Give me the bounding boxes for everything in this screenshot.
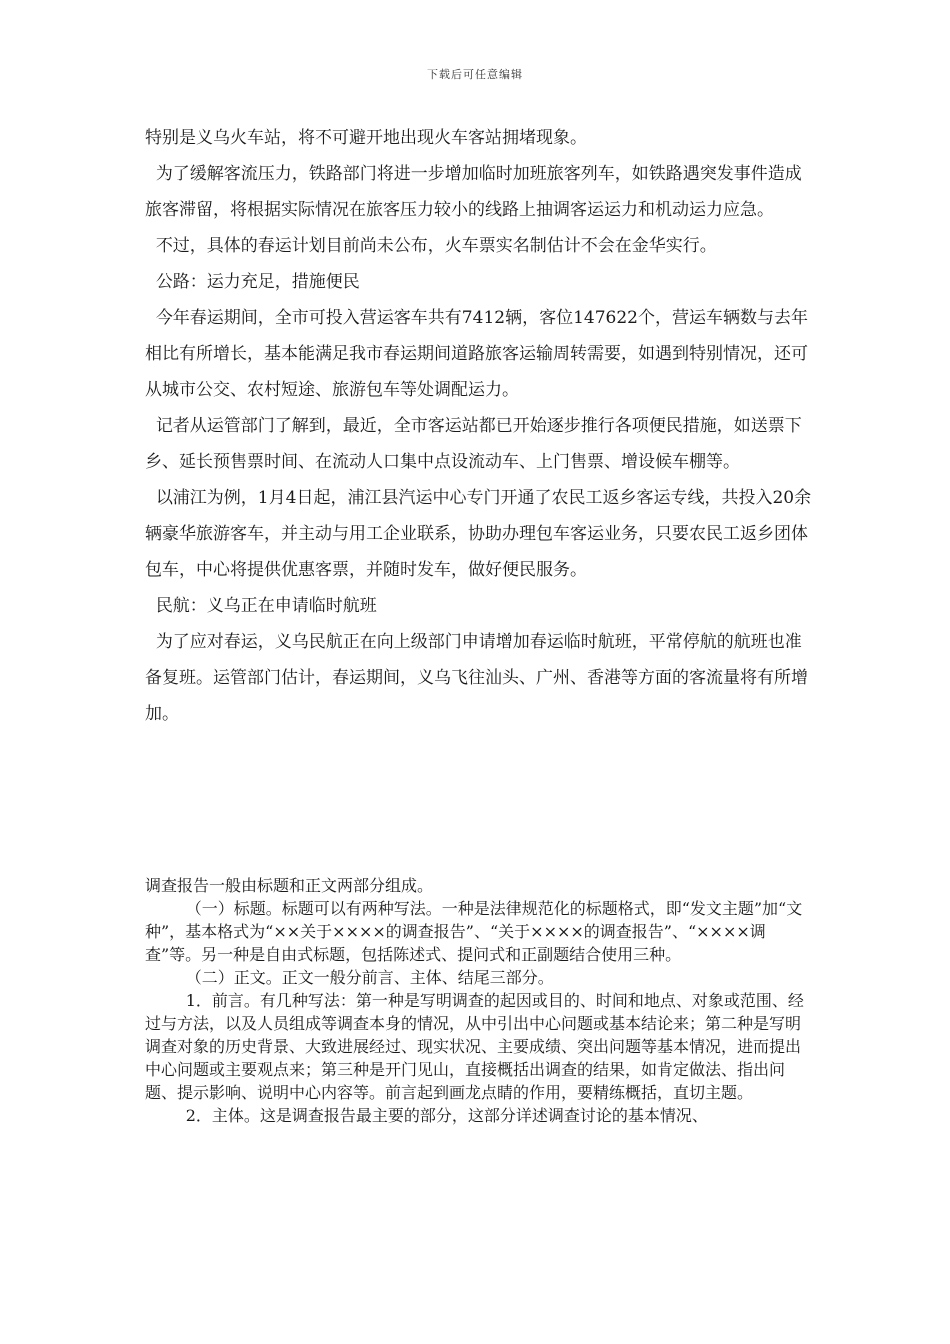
article-subheading-highway: 公路：运力充足，措施便民: [145, 272, 360, 292]
article-subheading-aviation: 民航：义乌正在申请临时航班: [145, 596, 377, 616]
article-paragraph: 为了应对春运，义乌民航正在向上级部门申请增加春运临时航班，平常停航的航班也准备复班。运管部门估计，春运期间，义乌飞往汕头、广州、香港等方面的客流量将有所增加。: [145, 632, 808, 724]
article-paragraph: 以浦江为例，1月4日起，浦江县汽运中心专门开通了农民工返乡客运专线，共投入20余辆豪华旅游客车，并主动与用工企业联系，协助办理包车客运业务，只要农民工返乡团体包车，中心将提供优惠客票，并随时发车，做好便民服务。: [145, 488, 812, 580]
page-header: 下载后可任意编辑: [427, 68, 523, 81]
report-paragraph: （二）正文。正文一般分前言、主体、结尾三部分。: [145, 968, 554, 987]
report-paragraph: 调查报告一般由标题和正文两部分组成。: [145, 876, 434, 895]
report-guide-body: [145, 874, 815, 1127]
report-paragraph: 2．主体。这是调查报告最主要的部分，这部分详述调查讨论的基本情况、: [145, 1106, 708, 1125]
article-paragraph: 不过，具体的春运计划目前尚未公布，火车票实名制估计不会在金华实行。: [145, 236, 717, 256]
article-paragraph: 特别是义乌火车站，将不可避开地出现火车客站拥堵现象。: [145, 128, 587, 148]
report-paragraph: 1．前言。有几种写法：第一种是写明调查的起因或目的、时间和地点、对象或范围、经过与方法，以及人员组成等调查本身的情况，从中引出中心问题或基本结论来；第二种是写明调查对象的历史背景、大致进展经过、现实状况、主要成绩、突出问题等基本情况，进而提出中心问题或主要观点来；第三种是开门见山，直接概括出调查的结果，如肯定做法、指出问题、提示影响、说明中心内容等。前言起到画龙点睛的作用，要精练概括，直切主题。: [145, 991, 804, 1102]
article-paragraph: 今年春运期间，全市可投入营运客车共有7412辆，客位147622个，营运车辆数与去年相比有所增长，基本能满足我市春运期间道路旅客运输周转需要，如遇到特别情况，还可从城市公交、农村短途、旅游包车等处调配运力。: [145, 308, 808, 400]
report-paragraph: （一）标题。标题可以有两种写法。一种是法律规范化的标题格式，即“发文主题”加“文种”，基本格式为“××关于××××的调查报告”、“关于××××的调查报告”、“××××调查”等。另一种是自由式标题，包括陈述式、提问式和正副题结合使用三种。: [145, 899, 803, 964]
article-paragraph: 记者从运管部门了解到，最近，全市客运站都已开始逐步推行各项便民措施，如送票下乡、延长预售票时间、在流动人口集中点设流动车、上门售票、增设候车棚等。: [145, 416, 802, 472]
article-paragraph: 为了缓解客流压力，铁路部门将进一步增加临时加班旅客列车，如铁路遇突发事件造成旅客滞留，将根据实际情况在旅客压力较小的线路上抽调客运运力和机动运力应急。: [145, 164, 802, 220]
article-body: [145, 120, 815, 732]
